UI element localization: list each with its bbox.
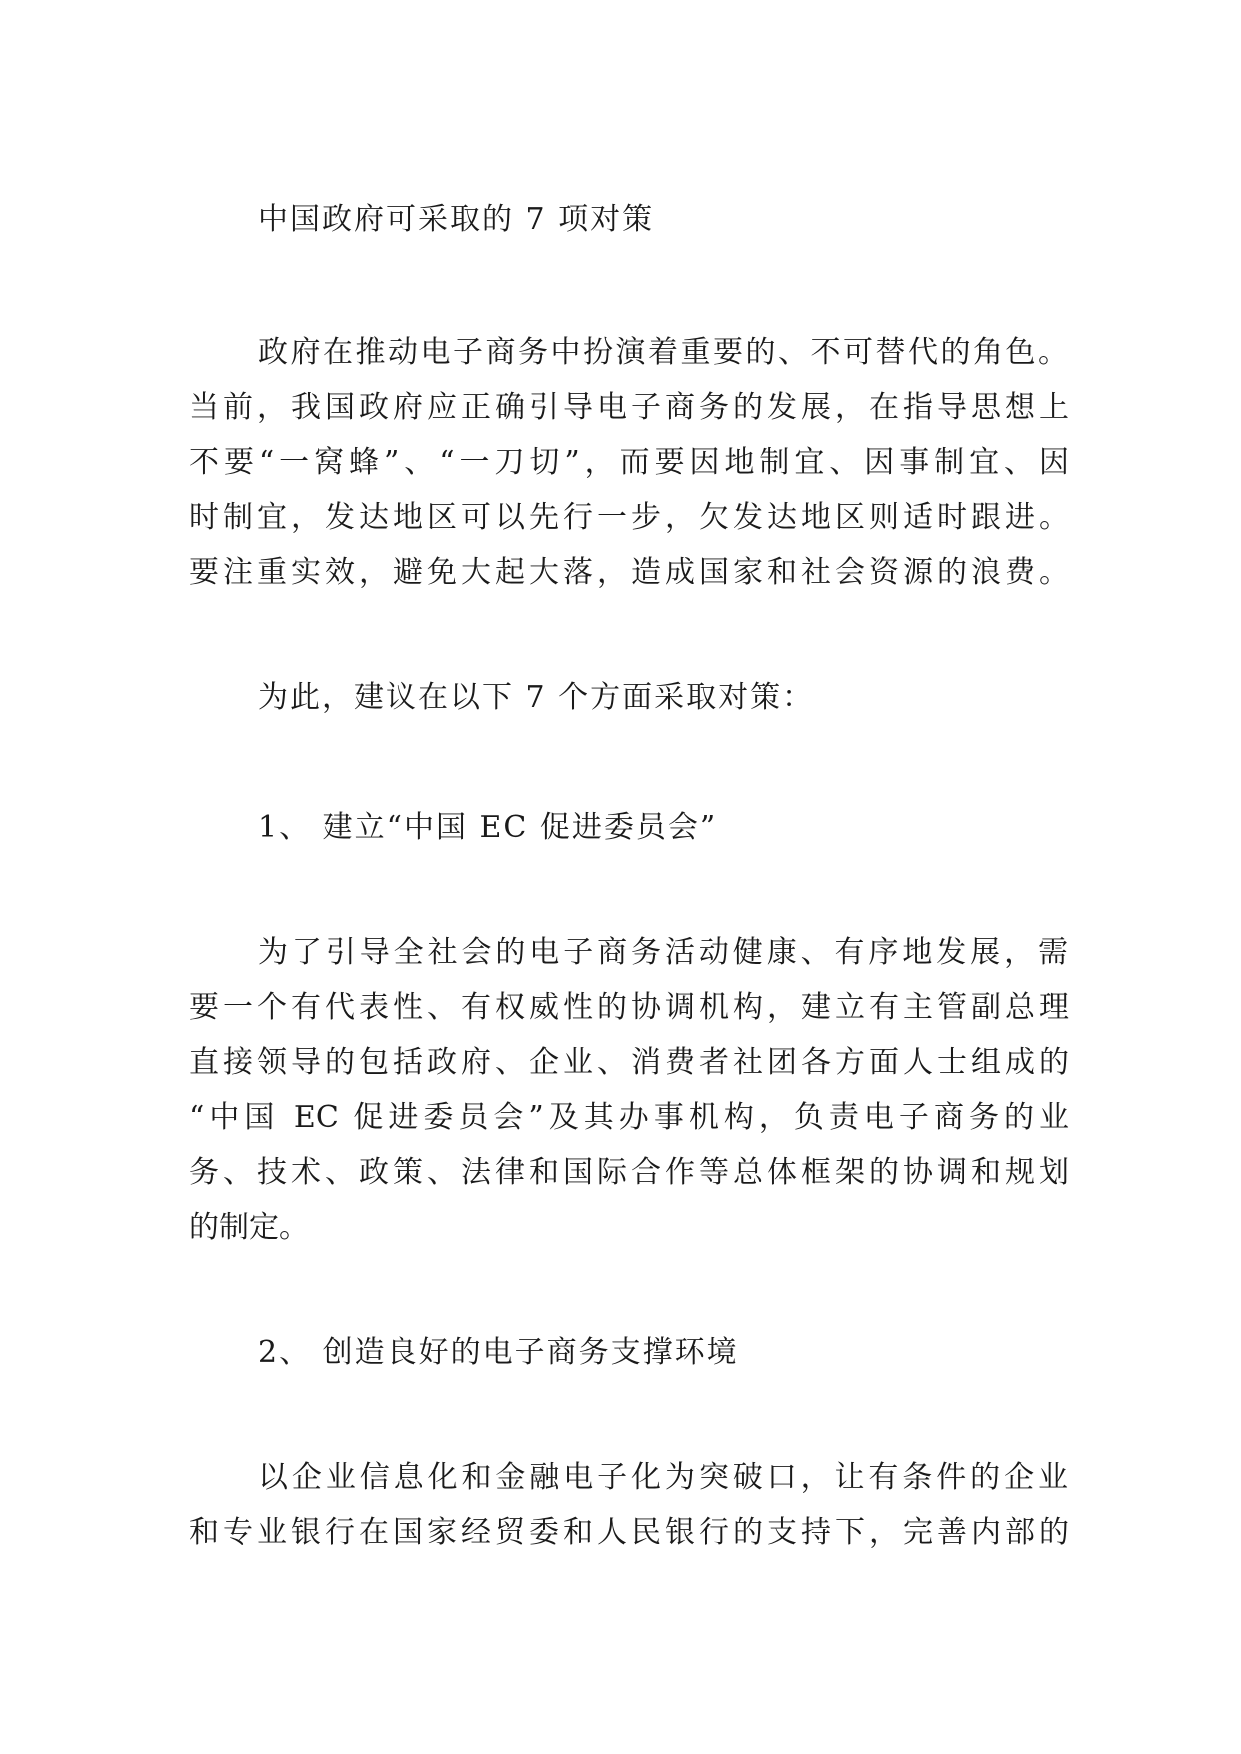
paragraph-line: 直接领导的包括政府、企业、消费者社团各方面人士组成的 [189,1045,1069,1080]
section-heading-1: 1、 建立“中国 EC 促进委员会” [258,810,718,845]
paragraph-line: 要注重实效，避免大起大落，造成国家和社会资源的浪费。 [189,555,1069,590]
paragraph-line: 的制定。 [189,1210,309,1245]
section-heading-2: 2、 创造良好的电子商务支撑环境 [258,1335,739,1370]
document-title: 中国政府可采取的 7 项对策 [258,202,655,237]
paragraph-line: 以企业信息化和金融电子化为突破口，让有条件的企业 [258,1460,1068,1495]
paragraph-line: 要一个有代表性、有权威性的协调机构，建立有主管副总理 [189,990,1069,1025]
paragraph-line: 不要“一窝蜂”、“一刀切”，而要因地制宜、因事制宜、因 [189,445,1069,480]
paragraph-line: 政府在推动电子商务中扮演着重要的、不可替代的角色。 [258,335,1068,370]
proposal-lead: 为此，建议在以下 7 个方面采取对策： [258,680,815,715]
paragraph-line: 和专业银行在国家经贸委和人民银行的支持下，完善内部的 [189,1515,1069,1550]
paragraph-line: 时制宜，发达地区可以先行一步，欠发达地区则适时跟进。 [189,500,1069,535]
paragraph-line: 务、技术、政策、法律和国际合作等总体框架的协调和规划 [189,1155,1069,1190]
paragraph-line: 为了引导全社会的电子商务活动健康、有序地发展，需 [258,935,1068,970]
paragraph-line: “中国 EC 促进委员会”及其办事机构，负责电子商务的业 [189,1100,1069,1135]
paragraph-line: 当前，我国政府应正确引导电子商务的发展，在指导思想上 [189,390,1069,425]
